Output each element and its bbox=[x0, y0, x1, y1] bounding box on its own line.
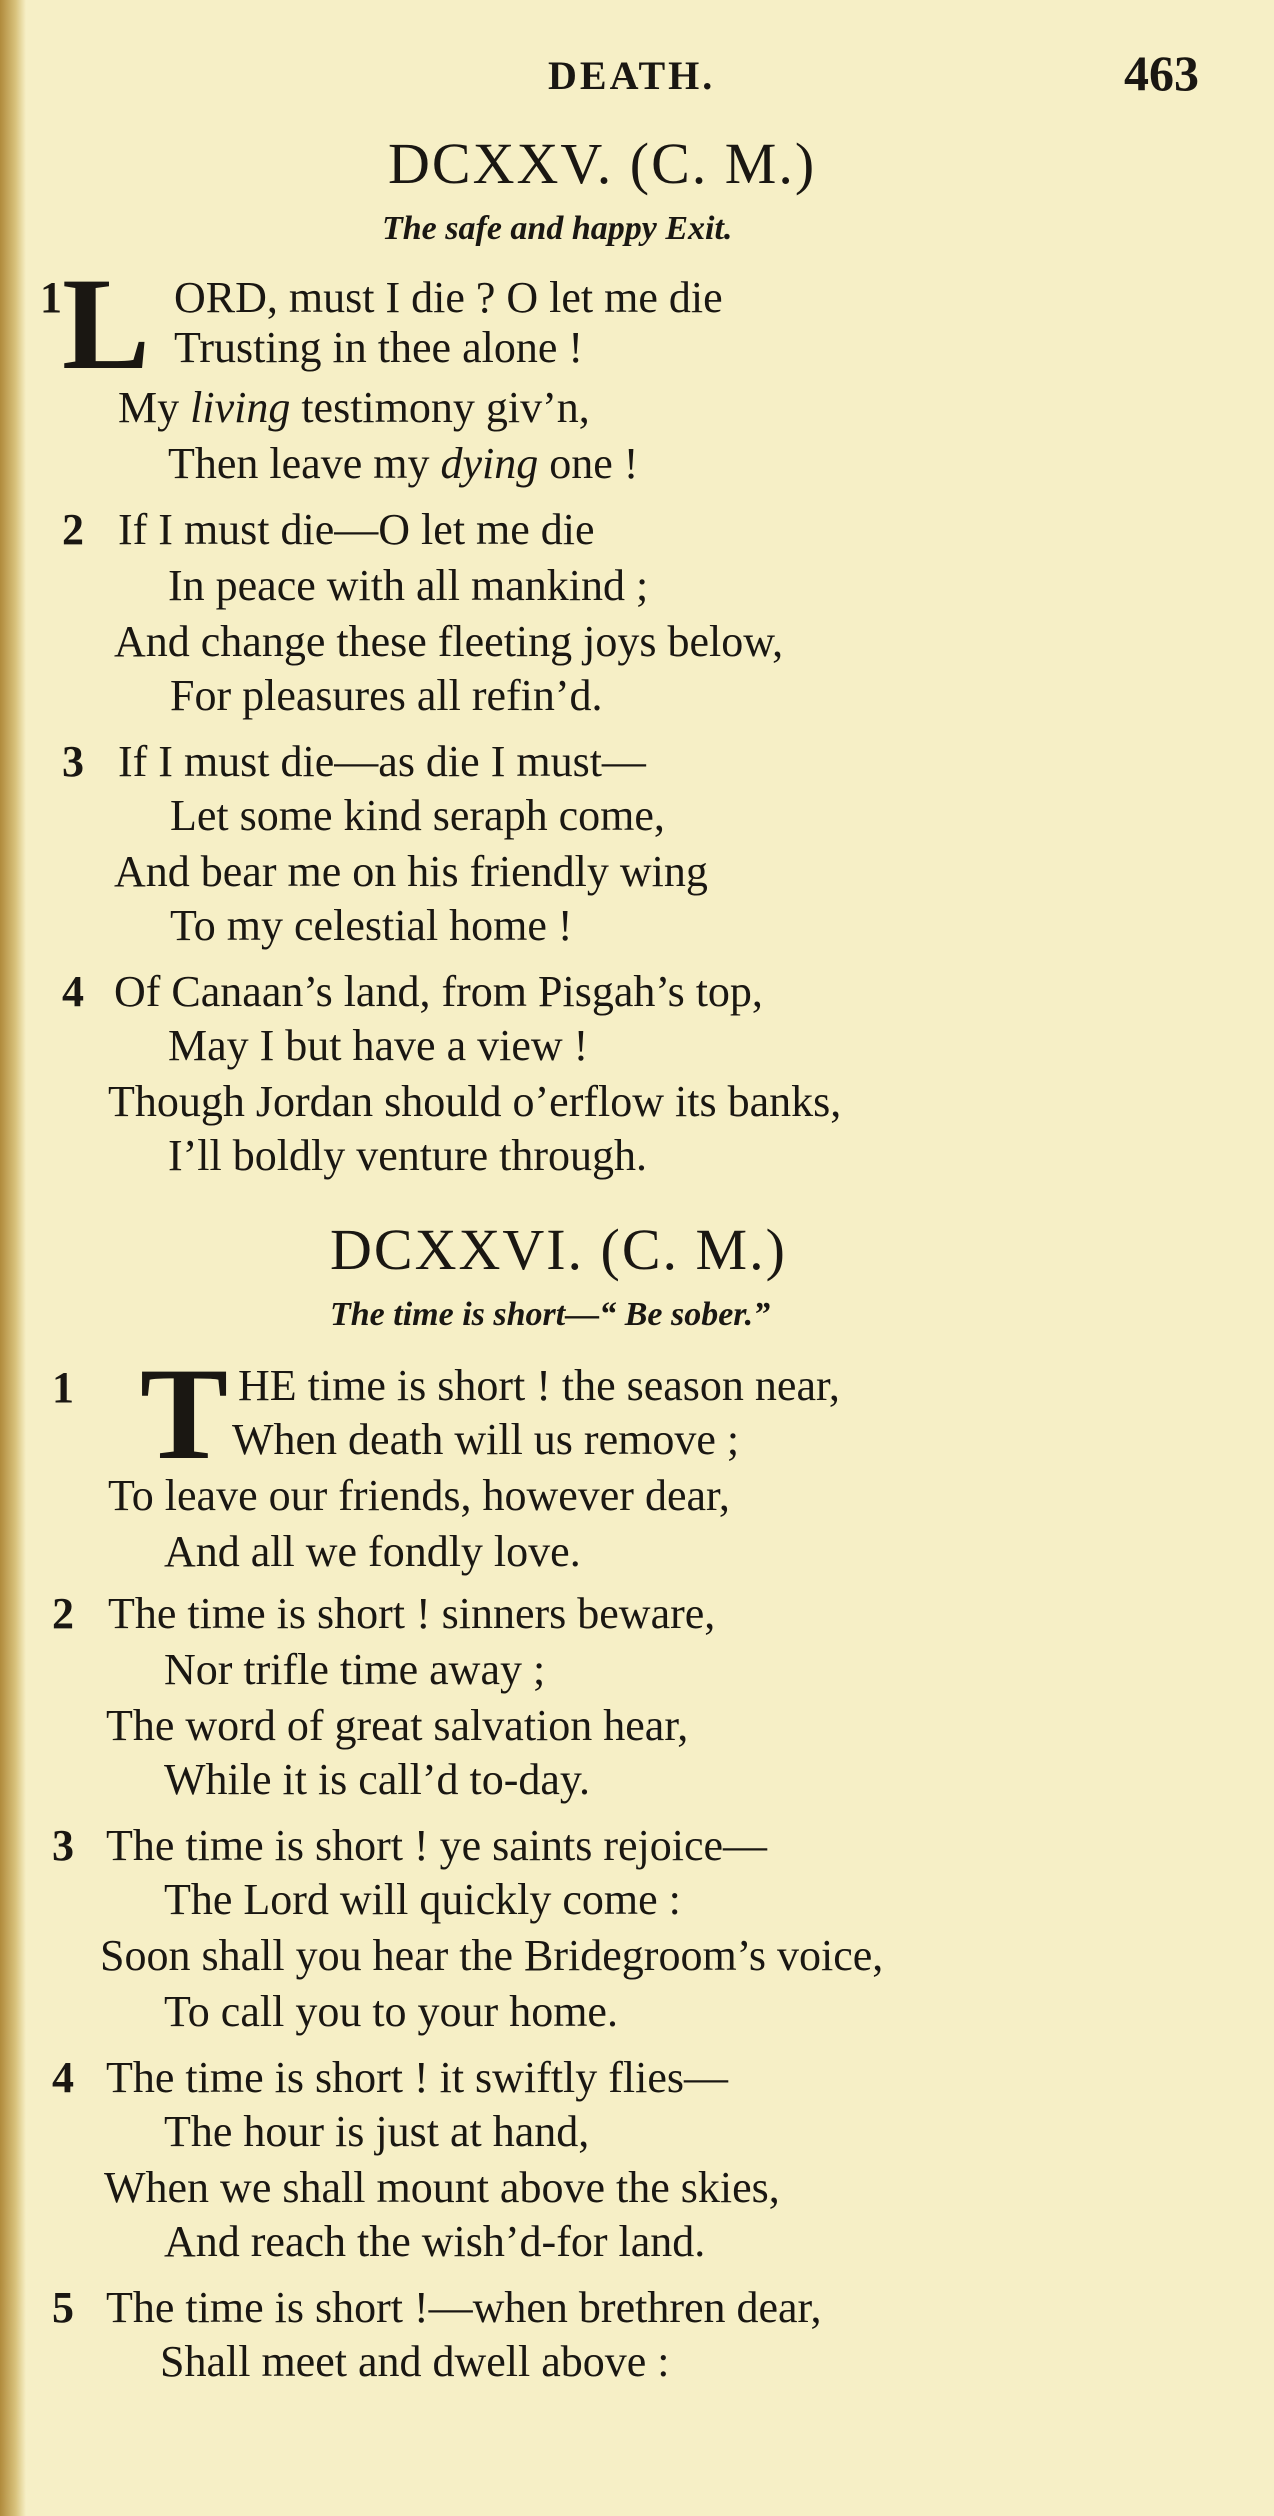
verse-line: And change these fleeting joys below, bbox=[114, 617, 784, 666]
verse-line: If I must die—O let me die bbox=[118, 505, 595, 554]
verse-line: And reach the wish’d-for land. bbox=[164, 2217, 706, 2266]
verse-line: My living testimony giv’n, bbox=[118, 383, 590, 432]
verse-number: 1 bbox=[40, 273, 62, 322]
verse-number: 4 bbox=[62, 967, 84, 1016]
hymn-number: DCXXV. (C. M.) bbox=[388, 131, 817, 196]
verse-number: 2 bbox=[52, 1589, 74, 1638]
running-head: DEATH. bbox=[548, 53, 716, 98]
drop-cap: T bbox=[140, 1340, 229, 1487]
verse-line: The time is short ! sinners beware, bbox=[108, 1589, 716, 1638]
drop-cap: L bbox=[62, 250, 151, 397]
verse-number: 2 bbox=[62, 505, 84, 554]
verse-line: To my celestial home ! bbox=[170, 901, 573, 950]
verse-line: If I must die—as die I must— bbox=[118, 737, 646, 786]
verse-line: Shall meet and dwell above : bbox=[160, 2337, 670, 2386]
verse-line: The Lord will quickly come : bbox=[164, 1875, 681, 1924]
verse-number: 1 bbox=[52, 1363, 74, 1412]
verse-line: Let some kind seraph come, bbox=[170, 791, 665, 840]
verse-line: May I but have a view ! bbox=[168, 1021, 589, 1070]
verse-number: 3 bbox=[52, 1821, 74, 1870]
verse-line: HE time is short ! the season near, bbox=[238, 1361, 840, 1410]
page-number: 463 bbox=[1124, 45, 1199, 101]
verse-line: And bear me on his friendly wing bbox=[114, 847, 708, 896]
verse-line: I’ll boldly venture through. bbox=[168, 1131, 648, 1180]
verse-line: ORD, must I die ? O let me die bbox=[174, 273, 723, 322]
verse-number: 5 bbox=[52, 2283, 74, 2332]
verse-line: To leave our friends, however dear, bbox=[108, 1471, 730, 1520]
verse-line: The word of great salvation hear, bbox=[106, 1701, 689, 1750]
verse-line: For pleasures all refin’d. bbox=[170, 671, 603, 720]
verse-line: Though Jordan should o’erflow its banks, bbox=[108, 1077, 842, 1126]
verse-number: 3 bbox=[62, 737, 84, 786]
hymn-number: DCXXVI. (C. M.) bbox=[330, 1217, 787, 1282]
verse-line: The time is short ! it swiftly flies— bbox=[106, 2053, 729, 2102]
verse-number: 4 bbox=[52, 2053, 74, 2102]
verse-line: When we shall mount above the skies, bbox=[104, 2163, 780, 2212]
verse-line: When death will us remove ; bbox=[232, 1415, 740, 1464]
verse-line: Of Canaan’s land, from Pisgah’s top, bbox=[114, 967, 763, 1016]
verse-line: Then leave my dying one ! bbox=[168, 439, 639, 488]
verse-line: In peace with all mankind ; bbox=[168, 561, 649, 610]
verse-line: Trusting in thee alone ! bbox=[174, 323, 583, 372]
verse-line: The time is short ! ye saints rejoice— bbox=[106, 1821, 768, 1870]
hymn-subtitle: The safe and happy Exit. bbox=[382, 210, 733, 247]
verse-line: To call you to your home. bbox=[164, 1987, 618, 2036]
verse-line: While it is call’d to-day. bbox=[164, 1755, 591, 1804]
verse-line: Nor trifle time away ; bbox=[164, 1645, 546, 1694]
verse-line: The time is short !—when brethren dear, bbox=[106, 2283, 822, 2332]
hymn-subtitle: The time is short—“ Be sober.” bbox=[330, 1296, 771, 1333]
verse-line: The hour is just at hand, bbox=[164, 2107, 590, 2156]
verse-line: Soon shall you hear the Bridegroom’s voice, bbox=[100, 1931, 884, 1980]
verse-line: And all we fondly love. bbox=[164, 1527, 581, 1576]
